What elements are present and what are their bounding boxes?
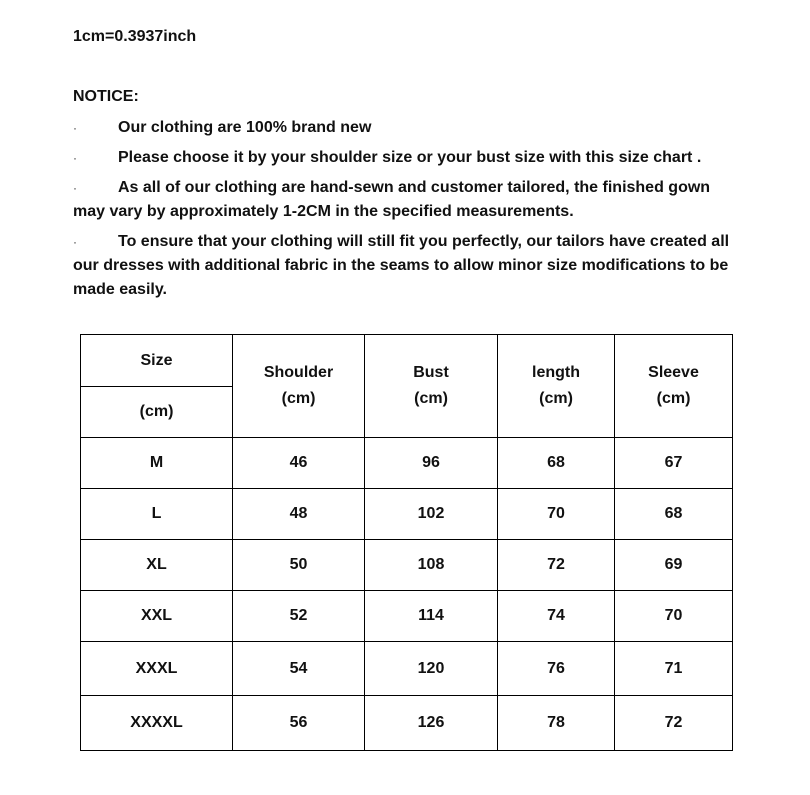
length-cell: 74	[498, 591, 615, 642]
bust-cell: 120	[365, 642, 498, 696]
table-row	[81, 591, 733, 642]
table-row	[81, 642, 733, 696]
column-header-unit: (cm)	[281, 390, 316, 407]
notice-item-text: As all of our clothing are hand-sewn and customer tailored, the finished gown may vary by approximately 1-2CM in the specified measurements.	[73, 179, 711, 220]
shoulder-cell: 48	[233, 489, 365, 540]
shoulder-cell: 56	[233, 696, 365, 751]
column-header-unit: (cm)	[656, 390, 691, 407]
unit-conversion-note: 1cm=0.3937inch	[73, 28, 197, 45]
shoulder-cell: 52	[233, 591, 365, 642]
shoulder-cell: 54	[233, 642, 365, 696]
column-header-unit: (cm)	[414, 390, 448, 407]
bullet-dot: ·	[73, 151, 77, 165]
column-header-sleeve	[615, 335, 733, 438]
column-header-bust	[365, 335, 498, 438]
notice-item	[73, 116, 738, 140]
notice-item-text: Please choose it by your shoulder size or your bust size with this size chart .	[118, 149, 702, 166]
notice-item	[73, 176, 738, 224]
bullet-dot: ·	[73, 121, 77, 135]
size-cell: XL	[81, 540, 233, 591]
length-cell: 76	[498, 642, 615, 696]
size-cell: XXL	[81, 591, 233, 642]
bust-cell: 96	[365, 438, 498, 489]
notice-item-text: To ensure that your clothing will still fit you perfectly, our tailors have created all our dresses with additional fabric in the seams to allow minor size modifications to be made easily.	[73, 233, 730, 298]
size-cell: XXXXL	[81, 696, 233, 751]
bullet-dot: ·	[73, 235, 77, 249]
column-header-label: length	[532, 364, 580, 381]
size-cell: XXXL	[81, 642, 233, 696]
shoulder-cell: 46	[233, 438, 365, 489]
table-row	[81, 540, 733, 591]
size-unit-cell: (cm)	[81, 387, 233, 438]
bust-cell: 102	[365, 489, 498, 540]
size-cell: L	[81, 489, 233, 540]
column-header-label: Sleeve	[648, 364, 699, 381]
column-header-label: Bust	[413, 364, 449, 381]
notice-item	[73, 230, 738, 302]
length-cell: 72	[498, 540, 615, 591]
bullet-dot: ·	[73, 181, 77, 195]
sleeve-cell: 69	[615, 540, 733, 591]
notice-item	[73, 146, 738, 170]
sleeve-cell: 68	[615, 489, 733, 540]
bust-cell: 126	[365, 696, 498, 751]
size-chart-table	[80, 334, 733, 751]
table-row	[81, 489, 733, 540]
bust-cell: 114	[365, 591, 498, 642]
sleeve-cell: 70	[615, 591, 733, 642]
notice-title: NOTICE:	[73, 88, 139, 105]
length-cell: 70	[498, 489, 615, 540]
column-header-unit: (cm)	[539, 390, 573, 407]
size-header-cell: Size	[81, 335, 233, 387]
length-cell: 68	[498, 438, 615, 489]
column-header-shoulder	[233, 335, 365, 438]
sleeve-cell: 67	[615, 438, 733, 489]
sleeve-cell: 72	[615, 696, 733, 751]
table-row	[81, 438, 733, 489]
notice-item-text: Our clothing are 100% brand new	[118, 119, 372, 136]
notice-list	[73, 116, 738, 308]
column-header-length	[498, 335, 615, 438]
sleeve-cell: 71	[615, 642, 733, 696]
length-cell: 78	[498, 696, 615, 751]
shoulder-cell: 50	[233, 540, 365, 591]
column-header-label: Shoulder	[263, 364, 334, 381]
bust-cell: 108	[365, 540, 498, 591]
table-row	[81, 696, 733, 751]
size-cell: M	[81, 438, 233, 489]
